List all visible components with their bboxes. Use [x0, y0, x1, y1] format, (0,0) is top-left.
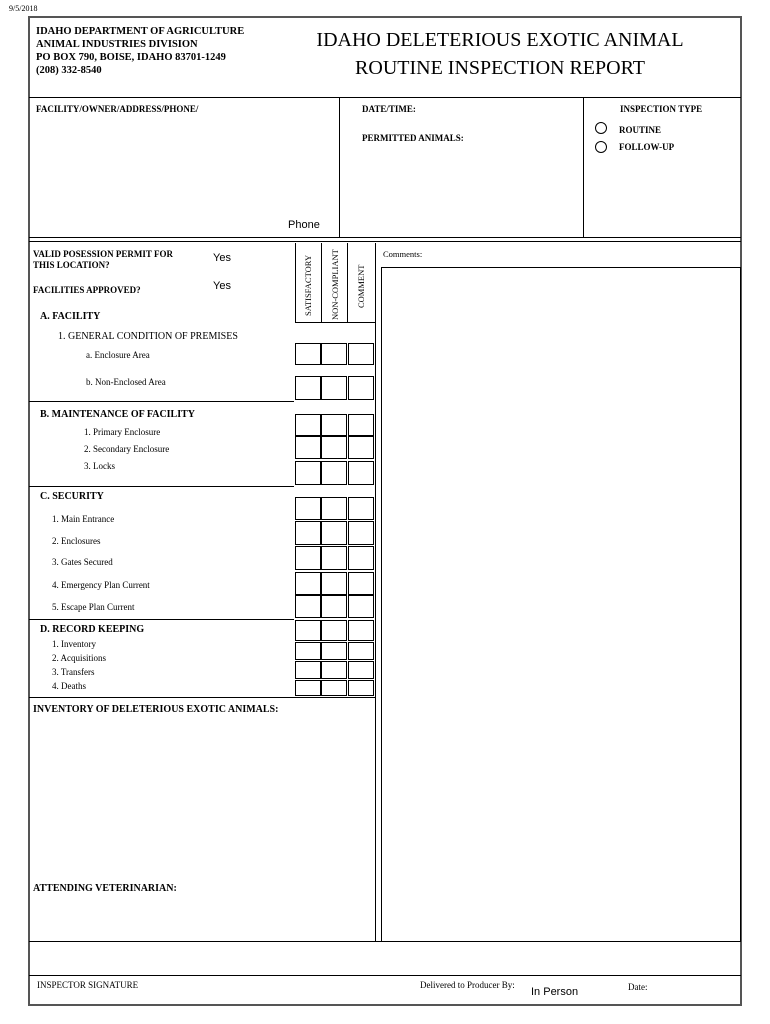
- delivered-by-value[interactable]: In Person: [531, 986, 579, 998]
- checkbox-non-compliant[interactable]: [321, 546, 347, 570]
- checkbox-non-compliant[interactable]: [321, 461, 347, 485]
- checkbox-satisfactory[interactable]: [295, 595, 321, 618]
- divider: [321, 243, 322, 323]
- divider: [295, 322, 376, 323]
- section-b-title: B. MAINTENANCE OF FACILITY: [40, 409, 196, 420]
- section-a-item-1a: a. Enclosure Area: [86, 350, 150, 360]
- comment-header: COMMENT: [356, 264, 366, 308]
- divider: [583, 97, 584, 237]
- agency-address: PO BOX 790, BOISE, IDAHO 83701-1249: [36, 52, 226, 63]
- agency-phone: (208) 332-8540: [36, 65, 102, 76]
- section-c-item-2: 2. Enclosures: [52, 536, 101, 546]
- section-d-item-3: 3. Transfers: [52, 667, 95, 677]
- checkbox-satisfactory[interactable]: [295, 436, 321, 459]
- inspector-signature-label: INSPECTOR SIGNATURE: [37, 980, 139, 990]
- checkbox-comment[interactable]: [348, 661, 374, 679]
- divider: [375, 243, 376, 942]
- checkbox-comment[interactable]: [348, 546, 374, 570]
- agency-block: [36, 25, 244, 77]
- vet-label: ATTENDING VETERINARIAN:: [33, 883, 177, 894]
- agency-name: IDAHO DEPARTMENT OF AGRICULTURE: [36, 26, 245, 37]
- checkbox-non-compliant[interactable]: [321, 680, 347, 696]
- section-b-item-2: 2. Secondary Enclosure: [84, 444, 170, 454]
- form-title: [300, 26, 700, 82]
- checkbox-comment[interactable]: [348, 680, 374, 696]
- checkbox-non-compliant[interactable]: [321, 642, 347, 660]
- section-c-item-5: 5. Escape Plan Current: [52, 602, 135, 612]
- delivered-by-label: Delivered to Producer By:: [420, 980, 515, 990]
- date-label: Date:: [628, 982, 648, 992]
- checkbox-satisfactory[interactable]: [295, 572, 321, 595]
- checkbox-comment[interactable]: [348, 620, 374, 641]
- checkbox-satisfactory[interactable]: [295, 546, 321, 570]
- checkbox-satisfactory[interactable]: [295, 680, 321, 696]
- checkbox-comment[interactable]: [348, 414, 374, 436]
- checkbox-non-compliant[interactable]: [321, 376, 347, 400]
- divider: [347, 243, 348, 323]
- checkbox-comment[interactable]: [348, 521, 374, 545]
- section-b-item-3: 3. Locks: [84, 461, 115, 471]
- divider: [29, 97, 741, 98]
- comments-box[interactable]: [381, 267, 741, 942]
- title-line-2: ROUTINE INSPECTION REPORT: [355, 57, 645, 79]
- divider: [295, 243, 296, 323]
- non-compliant-header: NON-COMPLIANT: [330, 249, 340, 320]
- comments-label: Comments:: [383, 249, 423, 259]
- section-b-item-1: 1. Primary Enclosure: [84, 427, 161, 437]
- facilities-approved-label: FACILITIES APPROVED?: [33, 285, 141, 295]
- checkbox-non-compliant[interactable]: [321, 521, 347, 545]
- valid-permit-label-line1: VALID POSESSION PERMIT FOR: [33, 249, 173, 259]
- divider: [339, 97, 340, 237]
- satisfactory-header: SATISFACTORY: [303, 254, 313, 316]
- checkbox-satisfactory[interactable]: [295, 497, 321, 520]
- checkbox-comment[interactable]: [348, 376, 374, 400]
- followup-radio[interactable]: [595, 141, 607, 153]
- checkbox-satisfactory[interactable]: [295, 461, 321, 485]
- section-d-item-4: 4. Deaths: [52, 681, 86, 691]
- checkbox-non-compliant[interactable]: [321, 436, 347, 459]
- divider: [29, 401, 294, 402]
- print-date: 9/5/2018: [9, 4, 38, 13]
- checkbox-satisfactory[interactable]: [295, 642, 321, 660]
- checkbox-non-compliant[interactable]: [321, 497, 347, 520]
- facilities-approved-value[interactable]: Yes: [213, 280, 231, 292]
- checkbox-comment[interactable]: [348, 497, 374, 520]
- section-c-item-3: 3. Gates Secured: [52, 557, 113, 567]
- section-d-title: D. RECORD KEEPING: [40, 624, 145, 635]
- divider: [29, 619, 294, 620]
- checkbox-comment[interactable]: [348, 572, 374, 595]
- checkbox-non-compliant[interactable]: [321, 620, 347, 641]
- checkbox-comment[interactable]: [348, 436, 374, 459]
- section-d-item-1: 1. Inventory: [52, 639, 96, 649]
- inventory-label: INVENTORY OF DELETERIOUS EXOTIC ANIMALS:: [33, 704, 279, 715]
- permitted-animals-label: PERMITTED ANIMALS:: [362, 133, 464, 143]
- checkbox-satisfactory[interactable]: [295, 620, 321, 641]
- agency-division: ANIMAL INDUSTRIES DIVISION: [36, 39, 198, 50]
- section-c-title: C. SECURITY: [40, 491, 104, 502]
- divider: [29, 486, 294, 487]
- checkbox-satisfactory[interactable]: [295, 414, 321, 436]
- section-c-item-4: 4. Emergency Plan Current: [52, 580, 150, 590]
- checkbox-comment[interactable]: [348, 461, 374, 485]
- phone-value[interactable]: Phone: [288, 219, 320, 231]
- valid-permit-value[interactable]: Yes: [213, 252, 231, 264]
- valid-permit-label-line2: THIS LOCATION?: [33, 260, 110, 270]
- facility-label: FACILITY/OWNER/ADDRESS/PHONE/: [36, 104, 199, 114]
- datetime-label: DATE/TIME:: [362, 104, 416, 114]
- valid-permit-label: [33, 249, 173, 271]
- divider: [29, 241, 741, 242]
- checkbox-non-compliant[interactable]: [321, 343, 347, 365]
- checkbox-satisfactory[interactable]: [295, 661, 321, 679]
- checkbox-comment[interactable]: [348, 595, 374, 618]
- divider: [29, 237, 741, 238]
- checkbox-satisfactory[interactable]: [295, 521, 321, 545]
- section-d-item-2: 2. Acquisitions: [52, 653, 107, 663]
- checkbox-satisfactory[interactable]: [295, 343, 321, 365]
- divider: [29, 941, 741, 942]
- section-a-item-1b: b. Non-Enclosed Area: [86, 377, 166, 387]
- checkbox-satisfactory[interactable]: [295, 376, 321, 400]
- routine-label: ROUTINE: [619, 125, 662, 135]
- inspection-type-label: INSPECTION TYPE: [620, 104, 703, 114]
- title-line-1: IDAHO DELETERIOUS EXOTIC ANIMAL: [316, 29, 684, 51]
- followup-label: FOLLOW-UP: [619, 142, 675, 152]
- section-a-item-1: 1. GENERAL CONDITION OF PREMISES: [58, 331, 238, 342]
- checkbox-non-compliant[interactable]: [321, 572, 347, 595]
- checkbox-comment[interactable]: [348, 642, 374, 660]
- divider: [29, 975, 741, 976]
- routine-radio[interactable]: [595, 122, 607, 134]
- checkbox-non-compliant[interactable]: [321, 661, 347, 679]
- section-a-title: A. FACILITY: [40, 311, 101, 322]
- divider: [29, 697, 376, 698]
- section-c-item-1: 1. Main Entrance: [52, 514, 115, 524]
- checkbox-non-compliant[interactable]: [321, 595, 347, 618]
- checkbox-comment[interactable]: [348, 343, 374, 365]
- checkbox-non-compliant[interactable]: [321, 414, 347, 436]
